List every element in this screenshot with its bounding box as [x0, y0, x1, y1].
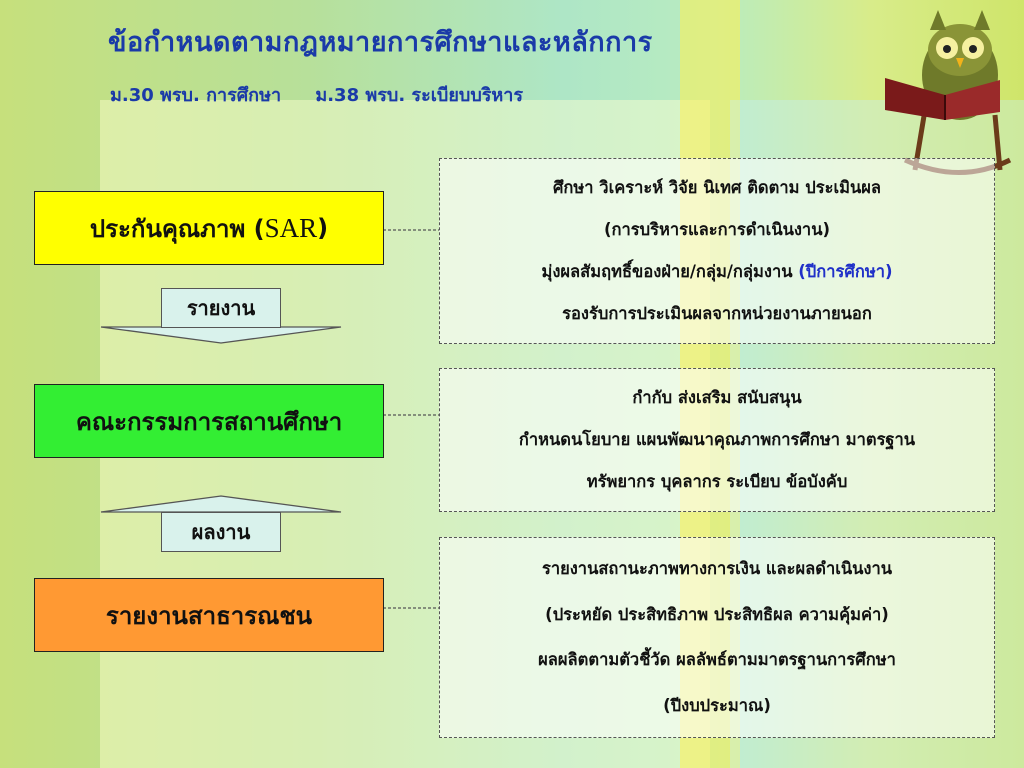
qa-box-label: ประกันคุณภาพ ( — [89, 214, 265, 243]
board-detail-line3: ทรัพยากร บุคลากร ระเบียบ ข้อบังคับ — [586, 472, 848, 491]
public-box-label: รายงานสาธารณชน — [105, 601, 313, 630]
qa-detail-line3-note: (ปีการศึกษา) — [798, 262, 893, 281]
result-arrow-label — [161, 512, 281, 552]
board-box-label: คณะกรรมการสถานศึกษา — [75, 407, 343, 436]
public-detail-line3: ผลผลิตตามตัวชี้วัด ผลลัพธ์ตามมาตรฐานการศึกษา — [538, 650, 896, 670]
public-detail-line4: (ปีงบประมาณ) — [663, 696, 771, 716]
qa-detail-line3-main: มุ่งผลสัมฤทธิ์ของฝ่าย/กลุ่ม/กลุ่มงาน — [541, 262, 799, 281]
board-box — [34, 384, 384, 458]
public-report-box — [34, 578, 384, 652]
qa-detail-line1: ศึกษา วิเคราะห์ วิจัย นิเทศ ติดตาม ประเมินผล — [552, 178, 882, 197]
public-details — [439, 537, 995, 738]
board-detail-line2: กำหนดนโยบาย แผนพัฒนาคุณภาพการศึกษา มาตรฐาน — [518, 430, 916, 449]
board-details — [439, 368, 995, 512]
report-arrow-label — [161, 288, 281, 328]
qa-box-abbr: SAR — [264, 212, 318, 243]
qa-details — [439, 158, 995, 344]
subtitle-left: ม.30 พรบ. การศึกษา — [110, 85, 282, 106]
board-detail-line1: กำกับ ส่งเสริม สนับสนุน — [632, 388, 802, 407]
public-detail-line1: รายงานสถานะภาพทางการเงิน และผลดำเนินงาน — [541, 558, 893, 578]
up-arrow-head — [101, 496, 341, 512]
result-arrow-text: ผลงาน — [191, 520, 251, 544]
report-arrow-text: รายงาน — [186, 296, 256, 320]
public-detail-line2: (ประหยัด ประสิทธิภาพ ประสิทธิผล ความคุ้มค่า) — [545, 604, 889, 624]
qa-box-close: ) — [317, 214, 329, 242]
subtitle-right: ม.38 พรบ. ระเบียบบริหาร — [315, 85, 524, 106]
qa-detail-line2: (การบริหารและการดำเนินงาน) — [603, 220, 831, 239]
page-subtitle — [110, 80, 551, 109]
page-title: ข้อกำหนดตามกฎหมายการศึกษาและหลักการ — [108, 27, 653, 58]
qa-detail-line4: รองรับการประเมินผลจากหน่วยงานภายนอก — [562, 304, 872, 323]
qa-detail-line3 — [448, 258, 986, 286]
down-arrow-head — [101, 327, 341, 343]
qa-box — [34, 191, 384, 265]
owl-reading-book-icon — [885, 10, 1010, 173]
